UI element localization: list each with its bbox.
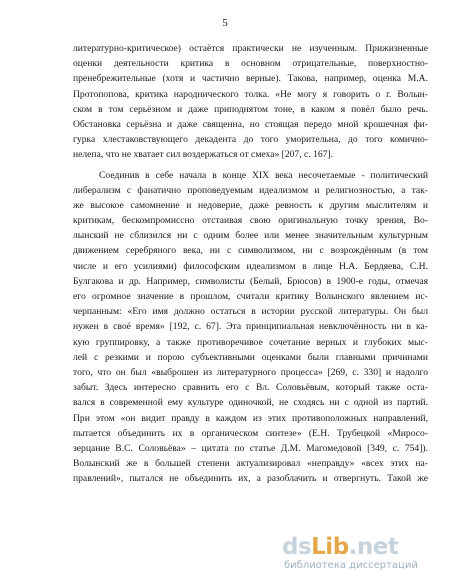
text-line: При этом «он видит правду в каждом из этих противоположных направлений, (73, 412, 428, 424)
text-line: пренебрежительные (хотя и частично верные). Такова, например, оценка М.А. (73, 73, 428, 85)
text-line: гурка хлестаковствующего декадента до того уморительна, до того комично- (73, 134, 428, 146)
text-line: нелепа, что не хватает сил воздержаться от смеха» [207, с. 167]. (73, 149, 334, 161)
text-line: Булгакова и др. Например, символисты (Белый, Брюсов) в 1900-е годы, отмечая (73, 275, 428, 287)
text-line: Обстановка серьёзна и даже священна, но стоящая передо мной крошечная фи- (73, 118, 428, 130)
text-line: вался в современной ему культуре одиночкой, не сходясь ни с одной из партий. (73, 397, 428, 409)
text-line: либерализм с фанатично проповедуемым идеализмом и религиозностью, а так- (73, 184, 428, 196)
text-line: зерцание В.С. Соловьёва» – цитата по статье Д.М. Магомедовой [349, с. 754]). (73, 442, 428, 454)
page-number: 5 (222, 17, 228, 29)
text-line: оценки деятельности критика в основном отрицательные, поверхностно- (73, 58, 428, 70)
text-line: числе и его усилиями) философским идеализмом в лице Н.А. Бердяева, С.Н. (73, 260, 428, 272)
text-line: кую группировку, а также противоречивое сочетание верных и глубоких мыс- (73, 336, 428, 348)
text-line: движением серебряного века, ни с символизмом, ни с возрождённым (в том (73, 245, 428, 257)
text-line: ском в том серьёзном и даже приподнятом тоне, в каком я повёл было речь. (73, 103, 428, 115)
text-line: правлений», пытался не объединить их, а разоблачить и отвергнуть. Такой же (73, 473, 428, 485)
text-line: же высокое самомнение и недоверие, даже ревность к другим мыслителям и (73, 199, 428, 211)
watermark-subtitle: библиотека диссертаций (284, 560, 418, 571)
watermark-logo: dsLib.net (282, 534, 399, 560)
body-text (73, 41, 428, 486)
text-line: Протопопова, критика народнического толка. «Не могу я говорить о г. Волын- (73, 88, 428, 100)
text-line: литературно-критическое) остаётся практически не изученным. Прижизненные (73, 43, 428, 54)
paragraph-first-line: Соединив в себе начала в конце XIX века несочетаемые - политический (99, 169, 428, 181)
text-line: того, что он был «выброшен из литературного процесса» [269, с. 330] и надолго (73, 366, 428, 378)
dslib-watermark (282, 534, 432, 574)
text-line: Волынский же в большей степени актуализировал «неправду» «всех этих на- (73, 458, 428, 470)
text-line: забыт. Здесь интересно сравнить его с Вл. Соловьёвым, который также оста- (73, 382, 428, 394)
text-line: нужен в своё время» [192, с. 67]. Эта принципиальная невключённость ни в ка- (73, 321, 428, 333)
text-line: лынский не сблизился ни с одним более или менее значительным культурным (73, 230, 428, 242)
text-line: пытается объединить их в органическом синтезе» (Е.Н. Трубецкой «Миросо- (73, 427, 428, 439)
text-line: черпанным: «Его имя должно остаться в истории русской литературы. Он был (73, 306, 428, 318)
text-line: критикам, бескомпромиссно отстаивая свою оригинальную точку зрения, Во- (73, 215, 428, 227)
text-line: его огромное значение в прошлом, считали критику Волынского явлением ис- (73, 291, 428, 302)
text-line: лей с резкими и порою субъективными оценками были главными причинами (73, 351, 428, 363)
